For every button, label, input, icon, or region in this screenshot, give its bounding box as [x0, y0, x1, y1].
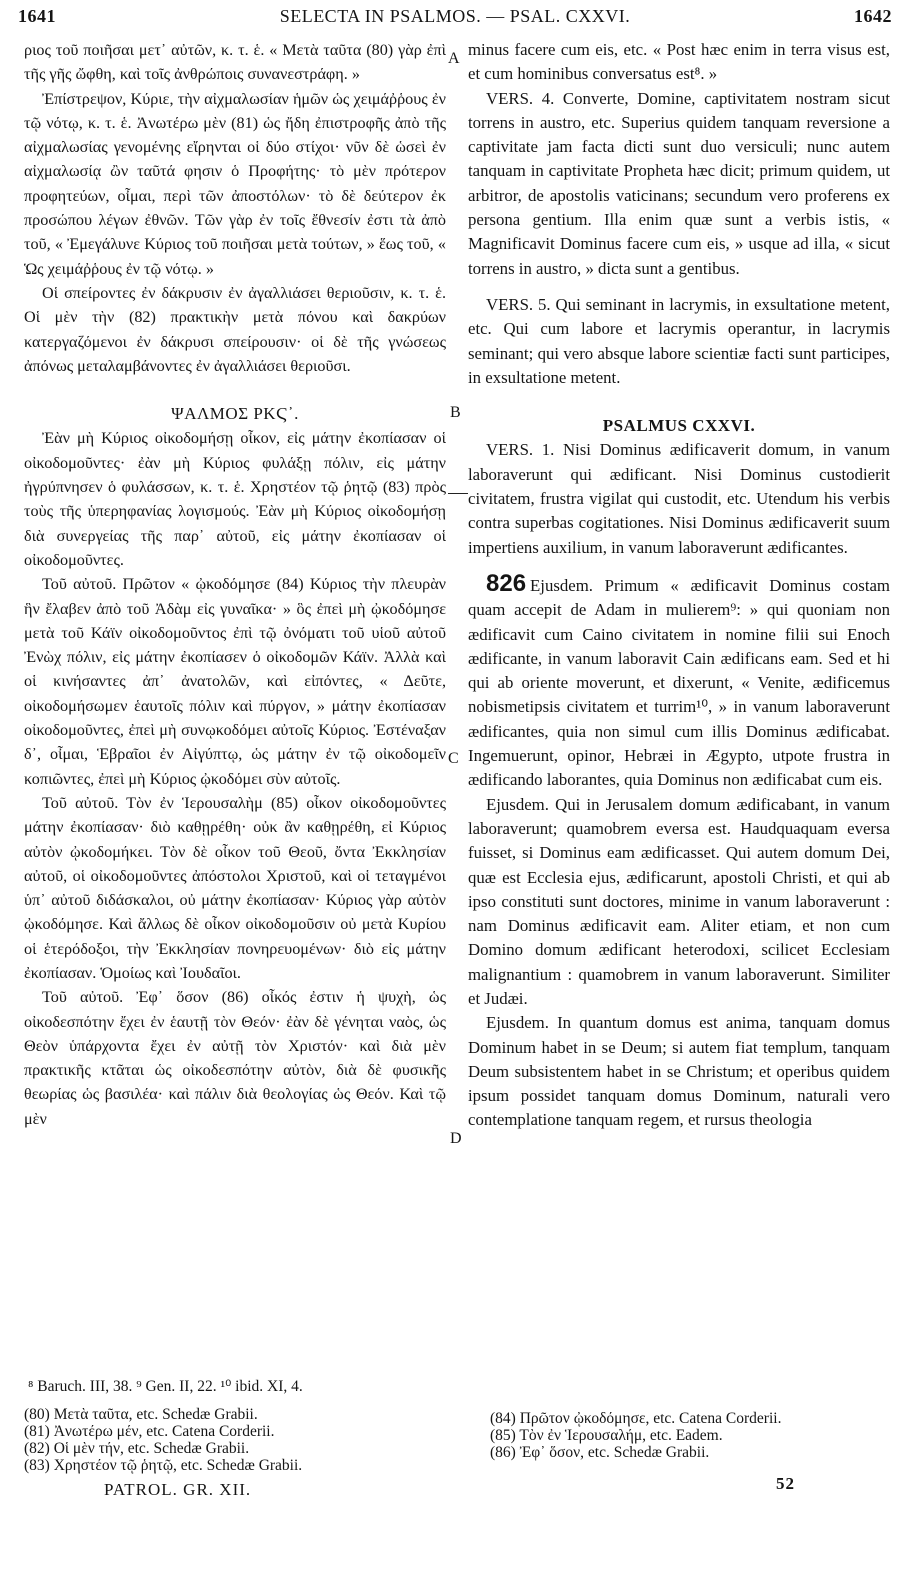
latin-text: Ejusdem. Primum « ædificavit Dominus costam quam accepit de Adam in mulierem⁹: » qui quoniam non ædificavit cum Caino civitatem in nomine filii sui Enoch ædificante, in vanum laboravit Cain ædificans eam. Sed et hi qui ab oriente moverunt, et dixerunt, « Venite, ædificemus nobismetipsis civitatem et turrim¹⁰, » in vanum laboraverunt ædificantes, quia non simul cum illis Dominus ædificabat. Ingemuerunt, opinor, Hebræi in Ægypto, utpote frustra in ædificando laborantes, quia Dominus non ædificabat cum eis.: [468, 575, 890, 790]
page-number-left: 1641: [18, 6, 56, 26]
latin-paragraph: VERS. 4. Converte, Domine, captivitatem nostram sicut torrens in austro, etc. Superius quidem tanquam reversione a captivitate jam facta dicti sunt duo versiculi; nunc autem tanquam in captivitate Propheta hæc dicit; primum quidem, ut arbitror, de apostolis vaticinans; secundum vero proferens ex persona gentium. Illa enim quæ sunt a verbis istis, « Magnificavit Dominus facere cum eis, » usque ad illa, « sicut torrens in austro, » dicta sunt a gentibus.: [468, 88, 890, 278]
footnote: (85) Τὸν ἐν Ἱερουσαλήμ, etc. Eadem.: [490, 1427, 723, 1444]
footnote: (86) Ἐφ᾽ ὅσον, etc. Schedæ Grabii.: [490, 1444, 710, 1461]
biblical-notes-line: ⁸ Baruch. III, 38. ⁹ Gen. II, 22. ¹⁰ ibid. XI, 4.: [28, 1378, 303, 1395]
greek-paragraph: Ἐπίστρεψον, Κύριε, τὴν αἰχμαλωσίαν ἡμῶν ὡς χειμάῤῥους ἐν τῷ νότῳ, κ. τ. ἑ. Ἀνωτέρω μὲν (81) ὡς ἤδη ἐπιστροφῆς ἀπὸ τῆς αἰχμαλωσίας γενομένης εἴρηνται οἱ δύο στίχοι· νῦν δὲ ὡσεὶ ἐν αἰχμαλωσίᾳ ὢν ταῦτά φησιν ὁ Προφήτης· τὸ μὲν πρότερον προφητεύων, οἶμαι, περὶ τῶν ἀποστόλων· τὸ δὲ δεύτερον ἐκ προσώπου λέγων ἐθνῶν. Τῶν γὰρ ἐν τοῖς ἔθνεσίν ἐστι τὰ ἀπὸ τοῦ, « Ἐμεγάλυνε Κύριος τοῦ ποιῆσαι μετὰ τούτων, » ἕως τοῦ, « Ὡς χειμάῤῥους ἐν τῷ νότῳ. »: [24, 89, 446, 278]
latin-paragraph: Ejusdem. Qui in Jerusalem domum ædificabant, in vanum laboraverunt; quamobrem eversa est. Haudquaquam eversa fuisset, si Dominus eam ædificasset. Qui autem domum Dei, quæ est Ecclesia ejus, ædificarunt, apostoli Christi, et qui ab ipso constituti sunt doctores, minime in vanum laboraverunt : nam Dominus ædificavit eam. Aliter etiam, et non cum Domino domum ædificant heterodoxi, scilicet Ecclesiam malignantium : quamobrem in vanum laboraverunt. Similiter et Judæi.: [468, 794, 890, 1008]
footnote: (84) Πρῶτον ᾠκοδόμησε, etc. Catena Corderii.: [490, 1410, 782, 1427]
page-number-right: 1642: [854, 6, 892, 26]
latin-paragraph: Ejusdem. In quantum domus est anima, tanquam domus Dominum habet in se Deum; si autem fiat templum, tanquam Deum subsistentem habet in se Christum; et operibus quidem ipsum possidet tanquam domus Dominum, naturali vero contemplatione tanquam regem, et rursus theologia: [468, 1013, 890, 1130]
biblical-references: [28, 1378, 303, 1395]
margin-letter-a: A: [448, 50, 460, 67]
greek-paragraph: Τοῦ αὐτοῦ. Τὸν ἐν Ἱερουσαλὴμ (85) οἶκον οἰκοδομοῦντες μάτην ἐκοπίασαν· διὸ καθῃρέθη· οὐκ ἂν καθῃρέθη, εἰ Κύριος αὐτὸν ᾠκοδομήκει. Τὸν δὲ οἶκον τοῦ Θεοῦ, ὄντα Ἐκκλησίαν αὐτοῦ, οἱ οἰκοδομοῦντες ἀπόστολοι Χριστοῦ, καὶ οἱ τεταγμένοι ὑπ᾽ αὐτοῦ διδάσκαλοι, οὐ μάτην ἐκοπίασαν· Κύριος γὰρ αὐτὸν ᾠκοδόμησε. Καὶ ἄλλως δὲ οἶκον οἰκοδομοῦσιν οὐ μετὰ Κυρίου οἱ ἑτερόδοξοι, τὴν Ἐκκλησίαν πονηρευομένων· διὸ εἰς μάτην ἐκοπίασαν. Ὁμοίως καὶ Ἰουδαῖοι.: [24, 793, 446, 982]
footnote: (80) Μετὰ ταῦτα, etc. Schedæ Grabii.: [24, 1406, 258, 1423]
footnote: (83) Χρηστέον τῷ ῥητῷ, etc. Schedæ Grabii.: [24, 1457, 303, 1474]
footnotes-right: [490, 1410, 781, 1461]
printer-signature: PATROL. GR. XII.: [104, 1480, 252, 1499]
spacer: [468, 390, 890, 414]
spacer: [24, 378, 446, 402]
column-number: 826: [486, 569, 527, 597]
running-title: SELECTA IN PSALMOS. — PSAL. CXXVI.: [279, 6, 631, 26]
margin-letter-b: B: [450, 404, 461, 421]
column-divider: [448, 493, 468, 494]
greek-column: [24, 38, 446, 1131]
latin-paragraph: minus facere cum eis, etc. « Post hæc enim in terra visus est, et cum hominibus conversatus est⁸. »: [468, 40, 890, 84]
margin-letter-c: C: [448, 750, 459, 767]
greek-psalm-title: ΨΑΛΜΟΣ ΡΚϚ᾽.: [171, 404, 299, 424]
footnote: (81) Ἀνωτέρω μέν, etc. Catena Corderii.: [24, 1423, 275, 1440]
latin-paragraph-826: [468, 569, 890, 793]
margin-letter-d: D: [450, 1130, 462, 1147]
latin-psalm-title: PSALMUS CXXVI.: [602, 416, 756, 436]
footnote: (82) Οἱ μὲν τήν, etc. Schedæ Grabii.: [24, 1440, 250, 1457]
latin-paragraph: VERS. 1. Nisi Dominus ædificaverit domum, in vanum laboraverunt qui ædificant. Nisi Dominus custodierit civitatem, frustra vigilat qui custodit, etc. Utendum his verbis contra superbas cogitationes. Nisi Dominus ædificaverit suum impertiens auxilium, in vanum laboraverunt ædificantes.: [468, 440, 890, 557]
greek-paragraph: Τοῦ αὐτοῦ. Πρῶτον « ᾠκοδόμησε (84) Κύριος τὴν πλευρὰν ἣν ἔλαβεν ἀπὸ τοῦ Ἀδὰμ εἰς γυναῖκα· » ὃς ἐπεὶ μὴ ᾠκοδόμησε μετὰ τοῦ Κάϊν οἰκοδομοῦντος ἐπὶ τῷ ὀνόματι τοῦ υἱοῦ αὐτοῦ Ἐνὼχ πόλιν, εἰς μάτην ἐκοπίασεν ὁ οἰκοδομῶν Κάϊν. Ἀλλὰ καὶ οἱ κινήσαντες ἀπ᾽ ἀνατολῶν, καὶ εἰπόντες, « Δεῦτε, οἰκοδομήσωμεν ἑαυτοῖς πόλιν καὶ πύργον, » μάτην ἐκοπίασαν οἰκοδομοῦντες, ἐπεὶ μὴ συνῳκοδόμει αὐτοῖς Κύριος. Ἐστέναξαν δ᾽, οἶμαι, Ἑβραῖοι ἐν Αἰγύπτῳ, ὡς μάτην ἐν τῷ οἰκοδομεῖν κοπιῶντες, ἐπεὶ μὴ Κύριος ᾠκοδόμει σὺν αὐτοῖς.: [24, 575, 446, 788]
running-header: [18, 6, 892, 28]
greek-paragraph: ριος τοῦ ποιῆσαι μετ᾽ αὐτῶν, κ. τ. ἑ. « Μετὰ ταῦτα (80) γὰρ ἐπὶ τῆς γῆς ὤφθη, καὶ τοῖς ἀνθρώποις συνανεστράφη. »: [24, 41, 446, 84]
latin-column: [468, 38, 890, 1133]
greek-paragraph: Τοῦ αὐτοῦ. Ἐφ᾽ ὅσον (86) οἶκός ἐστιν ἡ ψυχὴ, ὡς οἰκοδεσπότην ἔχει ἐν ἑαυτῇ τὸν Θεόν· ἐὰν δὲ γένηται ναὸς, ὡς Θεὸν ὑπάρχοντα ἔχει ἐν αὐτῇ τὸν Χριστόν· καὶ διὰ μὲν πρακτικῆς κτᾶται ὡς οἰκοδεσπότην αὐτὸν, διὰ δὲ φυσικῆς θεωρίας ὡς βασιλέα· καὶ πάλιν διὰ θεολογίας ὡς Θεόν. Καὶ τῷ μὲν: [24, 988, 446, 1128]
footnotes-left: [24, 1406, 302, 1474]
latin-paragraph: VERS. 5. Qui seminant in lacrymis, in exsultatione metent, etc. Qui cum labore et lacrymis operantur, in lacrymis seminant; qui vero absque labore scientiæ facti sunt participes, in exsultatione metent.: [468, 294, 890, 387]
spacer: [468, 281, 890, 293]
greek-paragraph: Οἱ σπείροντες ἐν δάκρυσιν ἐν ἀγαλλιάσει θεριοῦσιν, κ. τ. ἑ. Οἱ μὲν τὴν (82) πρακτικὴν μετὰ πόνου καὶ δακρύων κατεργαζόμενοι ἐν δάκρυσι σπείρουσιν· οἱ δὲ τῆς γνώσεως ἀπόνως μεταλαμβάνοντες ἐν ἀγαλλιάσει θεριοῦσι.: [24, 283, 446, 375]
greek-paragraph: Ἐὰν μὴ Κύριος οἰκοδομήσῃ οἶκον, εἰς μάτην ἐκοπίασαν οἱ οἰκοδομοῦντες· ἐὰν μὴ Κύριος φυλάξῃ πόλιν, εἰς μάτην ἠγρύπνησεν ὁ φυλάσσων, κ. τ. ἑ. Χρηστέον τῷ ῥητῷ (83) πρὸς τοὺς τῆς ὑπερηφανίας λογισμούς. Ἐὰν μὴ Κύριος οἰκοδομήσῃ διὰ συνεργείας τῆς παρ᾽ αὐτοῦ, εἰς μάτην ἐκοπίασαν οἱ οἰκοδομοῦντες.: [24, 429, 446, 569]
gathering-number: 52: [776, 1474, 795, 1493]
spacer: [468, 560, 890, 572]
